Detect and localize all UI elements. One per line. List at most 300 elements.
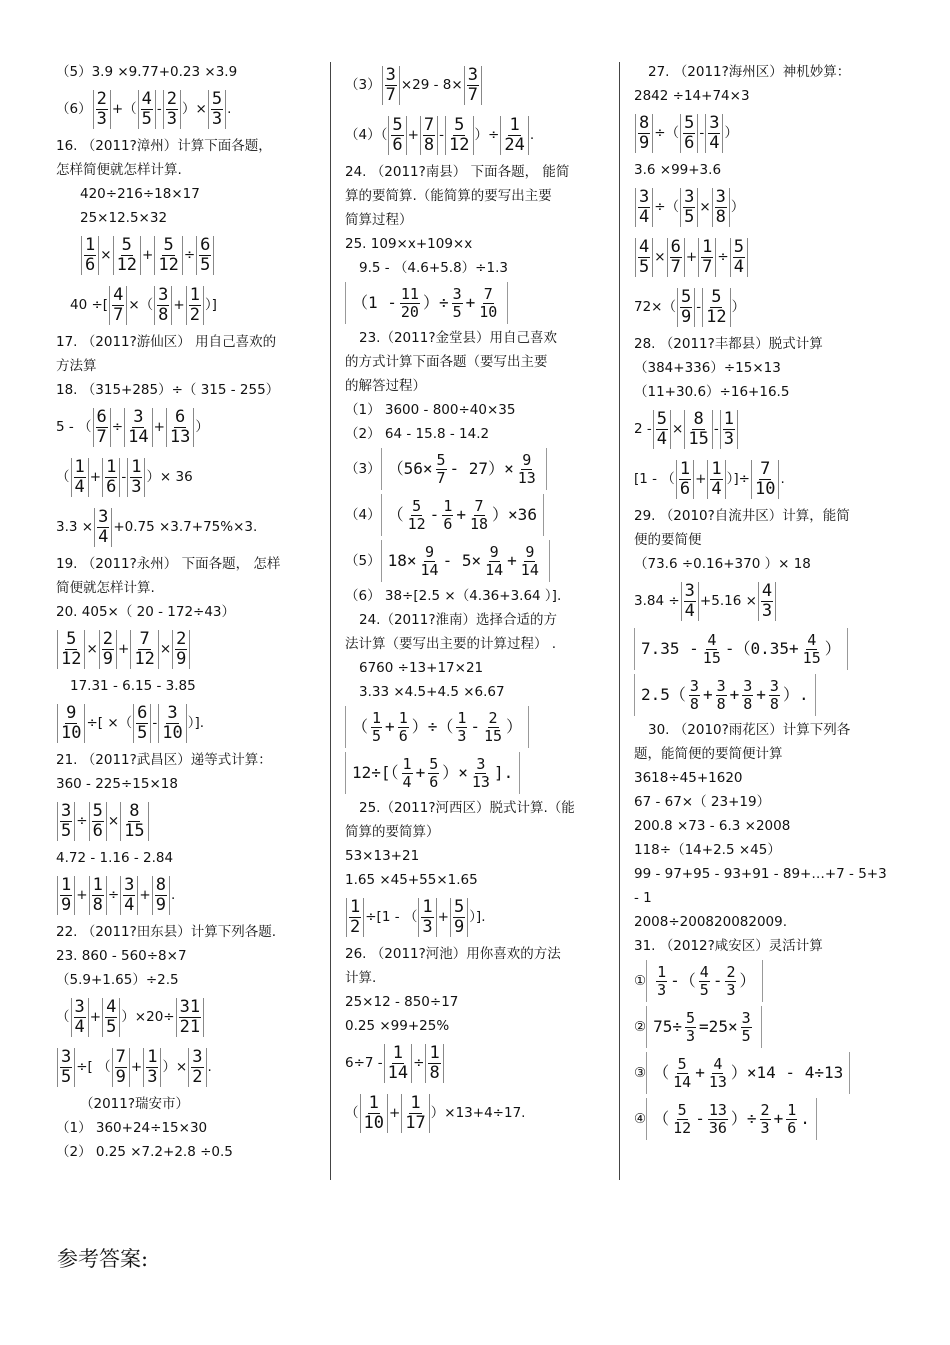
- fraction-numerator: 7: [115, 1046, 126, 1067]
- line-text: （5.9+1.65）÷2.5: [56, 972, 179, 988]
- fraction: [700, 632, 724, 667]
- fraction-numerator: 5: [656, 408, 668, 429]
- expr-text: +: [695, 471, 707, 487]
- fraction-numerator: 1: [429, 1042, 440, 1063]
- fraction-denominator: 9: [639, 132, 650, 153]
- fraction-numerator: 7: [423, 114, 435, 135]
- fraction: [93, 408, 111, 447]
- expr-text: +: [388, 1105, 401, 1121]
- line-text: 25.（2011?河西区）脱式计算.（能: [359, 800, 575, 816]
- fraction: [154, 286, 172, 325]
- fraction-denominator: 3: [726, 980, 736, 999]
- line-text: 简算的要简算）: [345, 824, 440, 840]
- expr-text: =25×: [699, 1017, 738, 1036]
- problem-line: [345, 820, 610, 844]
- expr-text: （1 -: [352, 293, 397, 312]
- fraction-numerator: 3: [639, 186, 650, 207]
- fraction-denominator: 15: [688, 428, 709, 449]
- expr-text: （56×: [387, 459, 433, 478]
- problem-line: [634, 790, 894, 814]
- expr-text: +: [756, 685, 766, 704]
- problem-line: [56, 84, 324, 134]
- fraction-numerator: 3: [743, 676, 753, 695]
- problem-line: [634, 454, 894, 504]
- problem-line: [634, 1050, 894, 1096]
- problem-line: [56, 552, 324, 576]
- problem-line: [634, 232, 894, 282]
- expr-text: +: [407, 127, 419, 143]
- fraction-numerator: 6: [670, 236, 681, 257]
- fraction: [705, 114, 723, 153]
- fraction-denominator: 3: [760, 1118, 770, 1137]
- line-text: （: [56, 469, 70, 485]
- problem-line: [345, 492, 610, 538]
- expr-text: ×: [654, 249, 666, 265]
- fraction-numerator: 5: [454, 114, 465, 135]
- fraction-denominator: 15: [802, 648, 821, 667]
- expr-text: ×: [100, 247, 112, 263]
- problem-line: [634, 504, 894, 528]
- problem-line: [634, 356, 894, 380]
- fraction-numerator: 1: [711, 458, 722, 479]
- fraction: [102, 998, 120, 1037]
- fraction: [723, 964, 738, 999]
- problem-line: [56, 1042, 324, 1092]
- fraction: [481, 710, 505, 745]
- fraction-numerator: 3: [741, 1008, 751, 1027]
- column-right: [634, 60, 894, 1142]
- fraction: [158, 704, 186, 743]
- fraction-denominator: 12: [116, 254, 138, 275]
- problem-line: [56, 158, 324, 182]
- fraction-numerator: 1: [61, 874, 72, 895]
- expr-text: （: [653, 1109, 670, 1128]
- expr-text: +: [89, 1009, 102, 1025]
- fraction-numerator: 4: [761, 580, 773, 601]
- fraction: [784, 1102, 799, 1137]
- fraction-numerator: 5: [412, 496, 422, 515]
- fraction: [720, 410, 738, 449]
- problem-line: [634, 814, 894, 838]
- problem-line: [634, 718, 894, 742]
- fraction-numerator: 5: [92, 800, 103, 821]
- fraction-denominator: 6: [85, 254, 96, 275]
- fraction-numerator: 4: [106, 996, 117, 1017]
- fraction-numerator: 8: [129, 800, 140, 821]
- line-text: 简便就怎样计算.: [56, 580, 155, 596]
- fraction: [396, 710, 411, 745]
- fraction-numerator: 3: [467, 64, 478, 85]
- fraction-denominator: 5: [741, 1026, 751, 1045]
- line-text: 24. （2011?南县） 下面各题， 能简: [345, 164, 570, 180]
- fraction: [388, 116, 406, 155]
- expr-text: ÷（: [654, 125, 680, 141]
- fraction-denominator: 8: [743, 694, 753, 713]
- fraction: [482, 544, 506, 579]
- fraction: [346, 898, 364, 937]
- fraction-denominator: 24: [504, 134, 525, 155]
- fraction: [450, 898, 468, 937]
- fraction-denominator: 4: [639, 206, 650, 227]
- problem-line: [56, 330, 324, 354]
- line-text: 31. （2012?咸安区）灵活计算: [634, 938, 823, 954]
- expr-text: +: [773, 1109, 784, 1128]
- problem-line: [345, 796, 610, 820]
- line-text: 25. 109×x+109×x: [345, 236, 473, 252]
- expr-text: +5.16 ×: [699, 593, 757, 609]
- fraction-denominator: 3: [147, 1066, 158, 1087]
- answer-heading: 参考答案:: [57, 1247, 149, 1271]
- line-text: 简算过程）: [345, 212, 413, 228]
- expr-text: -: [152, 715, 158, 731]
- fraction: [712, 188, 730, 227]
- fraction: [697, 964, 712, 999]
- expr-text: ×（: [128, 297, 154, 313]
- fraction-numerator: 6: [200, 234, 211, 255]
- fraction-denominator: 12: [449, 134, 470, 155]
- expr-text: ）×: [182, 101, 207, 117]
- formula-image: [634, 628, 848, 670]
- fraction-numerator: 5: [677, 1100, 687, 1119]
- fraction-denominator: 10: [363, 1112, 384, 1133]
- fraction-denominator: 6: [398, 726, 408, 745]
- problem-line: [345, 868, 610, 892]
- fraction: [683, 1010, 698, 1045]
- line-text: （384+336）÷15×13: [634, 360, 781, 376]
- problem-line: [56, 576, 324, 600]
- fraction-denominator: 5: [639, 256, 650, 277]
- fraction-numerator: 4: [141, 88, 152, 109]
- fraction: [469, 756, 493, 791]
- fraction-denominator: 4: [74, 1016, 85, 1037]
- fraction: [163, 90, 181, 129]
- fraction-numerator: 7: [139, 628, 150, 649]
- expr-text: +: [695, 1063, 705, 1082]
- fraction: [706, 1056, 730, 1091]
- fraction-numerator: 1: [679, 458, 691, 479]
- problem-line: [56, 1116, 324, 1140]
- fraction-denominator: 36: [708, 1118, 727, 1137]
- fraction-denominator: 8: [769, 694, 779, 713]
- line-text: 25×12 - 850÷17: [345, 994, 459, 1010]
- problem-line: [56, 1092, 324, 1116]
- line-text: 怎样简便就怎样计算.: [56, 162, 182, 178]
- problem-line: [634, 742, 894, 766]
- problem-line: [345, 110, 610, 160]
- line-text: 24.（2011?淮南）选择合适的方: [359, 612, 557, 628]
- line-text: 22. （2011?田东县）计算下列各题.: [56, 924, 277, 940]
- problem-line: [345, 398, 610, 422]
- expr-text: +: [153, 419, 165, 435]
- line-text: 法计算（要写出主要的计算过程） .: [345, 636, 557, 652]
- line-text: 53×13+21: [345, 848, 420, 864]
- fraction-numerator: 3: [452, 284, 462, 303]
- formula-image: [345, 706, 529, 748]
- fraction-numerator: 3: [716, 676, 726, 695]
- fraction-denominator: 15: [124, 820, 145, 841]
- fraction-denominator: 12: [61, 648, 82, 669]
- fraction: [120, 876, 138, 915]
- column-divider-1: [330, 62, 331, 1180]
- fraction: [677, 288, 695, 327]
- fraction-numerator: 5: [684, 112, 695, 133]
- fraction-numerator: 7: [760, 458, 771, 479]
- fraction-denominator: 17: [405, 1112, 426, 1133]
- fraction: [445, 116, 473, 155]
- line-text: 3.6 ×99+3.6: [634, 162, 722, 178]
- expr-text: +: [76, 887, 88, 903]
- fraction: [208, 90, 226, 129]
- line-text: 5 - （: [56, 419, 92, 435]
- line-text: 25×12.5×32: [80, 210, 168, 226]
- fraction-denominator: 13: [708, 1072, 727, 1091]
- fraction: [454, 710, 469, 745]
- problem-line: [56, 944, 324, 968]
- expr-text: ）]÷: [726, 471, 750, 487]
- fraction: [138, 90, 156, 129]
- fraction: [71, 458, 89, 497]
- problem-line: [56, 870, 324, 920]
- problem-line: [56, 452, 324, 502]
- expr-text: ×: [86, 641, 98, 657]
- formula-image: [381, 448, 547, 490]
- fraction-numerator: 4: [113, 284, 124, 305]
- line-text: 方法算: [56, 358, 97, 374]
- fraction: [99, 630, 117, 669]
- expr-text: +: [139, 887, 151, 903]
- expr-text: -: [429, 505, 440, 524]
- expr-text: -: [713, 421, 719, 437]
- problem-line: [345, 966, 610, 990]
- fraction-denominator: 8: [92, 894, 103, 915]
- line-text: （1） 3600 - 800÷40×35: [345, 402, 516, 418]
- fraction: [707, 460, 725, 499]
- fraction: [57, 704, 85, 743]
- problem-line: [345, 942, 610, 966]
- problem-line: [345, 350, 610, 374]
- fraction-numerator: 3: [715, 186, 726, 207]
- fraction-denominator: 2: [350, 916, 361, 937]
- line-text: 的解答过程）: [345, 378, 426, 394]
- line-text: - 1: [634, 890, 652, 906]
- line-text: 19. （2011?永州） 下面各题， 怎样: [56, 556, 281, 572]
- expr-text: 12÷[（: [352, 763, 399, 782]
- fraction-denominator: 9: [176, 648, 187, 669]
- fraction-denominator: 14: [485, 560, 504, 579]
- fraction-numerator: 1: [74, 456, 85, 477]
- fraction-denominator: 6: [443, 514, 453, 533]
- fraction-denominator: 5: [684, 206, 695, 227]
- fraction: [154, 236, 182, 275]
- fraction: [714, 678, 729, 713]
- fraction: [751, 460, 779, 499]
- fraction-numerator: 9: [525, 542, 535, 561]
- fraction-numerator: 13: [708, 1100, 727, 1119]
- fraction-denominator: 3: [761, 600, 773, 621]
- fraction-numerator: 2: [488, 708, 498, 727]
- line-text: 9.5 - （4.6+5.8）÷1.3: [359, 260, 508, 276]
- fraction-numerator: 5: [436, 450, 446, 469]
- expr-text: （: [653, 1063, 670, 1082]
- fraction-denominator: 8: [158, 304, 169, 325]
- expr-text: .: [207, 1059, 212, 1075]
- fraction-denominator: 4: [98, 526, 109, 547]
- fraction: [680, 188, 698, 227]
- line-text: 3618÷45+1620: [634, 770, 743, 786]
- line-text: 1.65 ×45+55×1.65: [345, 872, 478, 888]
- fraction-numerator: 3: [684, 186, 695, 207]
- fraction: [172, 630, 190, 669]
- expr-text: +: [89, 469, 102, 485]
- expr-text: ）×: [442, 763, 468, 782]
- fraction-numerator: 1: [92, 874, 103, 895]
- line-text: 17. （2011?游仙区） 用自己喜欢的: [56, 334, 277, 350]
- column-left: [56, 60, 324, 1164]
- problem-line: [56, 992, 324, 1042]
- problem-line: [345, 422, 610, 446]
- line-text: 3.84 ÷: [634, 593, 680, 609]
- expr-text: ÷: [183, 247, 196, 263]
- fraction: [500, 116, 528, 155]
- fraction-denominator: 6: [106, 476, 117, 497]
- problem-line: [634, 862, 894, 886]
- fraction-denominator: 14: [387, 1062, 409, 1083]
- expr-text: -: [470, 717, 481, 736]
- fraction-numerator: 3: [133, 406, 144, 427]
- fraction-numerator: 4: [713, 1054, 723, 1073]
- fraction-denominator: 12: [407, 514, 426, 533]
- fraction-numerator: 2: [726, 962, 736, 981]
- fraction-denominator: 4: [709, 132, 720, 153]
- expr-text: ）: [739, 971, 756, 990]
- fraction: [188, 1048, 206, 1087]
- expr-text: ×: [699, 199, 711, 215]
- fraction-denominator: 4: [711, 478, 722, 499]
- fraction-denominator: 10: [61, 722, 82, 743]
- line-text: 23.（2011?金堂县）用自己喜欢: [359, 330, 557, 346]
- fraction: [152, 876, 170, 915]
- line-text: （4）: [345, 507, 381, 523]
- line-text: （5）3.9 ×9.77+0.23 ×3.9: [56, 64, 238, 80]
- fraction-numerator: 1: [422, 896, 433, 917]
- problem-line: [634, 958, 894, 1004]
- problem-line: [56, 182, 324, 206]
- line-text: （: [345, 1105, 359, 1121]
- line-text: 的方式计算下面各题（要写出主要: [345, 354, 548, 370]
- problem-line: [345, 326, 610, 350]
- line-text: （5）: [345, 553, 381, 569]
- formula-image: [634, 674, 816, 716]
- fraction-numerator: 9: [522, 450, 532, 469]
- expr-text: -: [699, 125, 705, 141]
- formula-image: [646, 960, 762, 1002]
- fraction-numerator: 31: [179, 996, 201, 1017]
- expr-text: +: [415, 763, 426, 782]
- fraction: [360, 1094, 388, 1133]
- line-text: ③: [634, 1065, 647, 1081]
- fraction-denominator: 9: [681, 306, 692, 327]
- problem-line: [634, 886, 894, 910]
- fraction-denominator: 10: [754, 478, 776, 499]
- expr-text: ÷: [76, 813, 88, 829]
- fraction-denominator: 3: [166, 108, 178, 129]
- expr-text: ）: [195, 419, 209, 435]
- fraction: [635, 238, 653, 277]
- line-text: 23. 860 - 560÷8×7: [56, 948, 187, 964]
- expr-text: +: [729, 685, 740, 704]
- fraction: [109, 286, 127, 325]
- fraction-numerator: 1: [410, 1092, 421, 1113]
- fraction: [758, 582, 776, 621]
- fraction-numerator: 1: [85, 234, 96, 255]
- fraction-numerator: 1: [509, 114, 520, 135]
- expr-text: ×: [107, 813, 120, 829]
- line-text: 20. 405×（ 20 - 172÷43）: [56, 604, 236, 620]
- fraction-denominator: 6: [429, 772, 439, 791]
- fraction: [702, 288, 730, 327]
- line-text: （3）: [345, 77, 381, 93]
- line-text: （4）（: [345, 127, 388, 143]
- expr-text: ）÷: [422, 293, 449, 312]
- fraction: [398, 286, 422, 321]
- problem-line: [56, 378, 324, 402]
- fraction-denominator: 5: [200, 254, 211, 275]
- expr-text: ÷: [413, 1055, 425, 1071]
- fraction-denominator: 15: [484, 726, 503, 745]
- fraction-numerator: 2: [166, 88, 178, 109]
- fraction: [467, 498, 491, 533]
- expr-text: ）÷: [474, 127, 500, 143]
- formula-image: [345, 282, 508, 324]
- line-text: 21. （2011?武昌区）递等式计算：: [56, 752, 272, 768]
- expr-text: ×: [672, 421, 684, 437]
- line-text: 118÷（14+2.5 ×45）: [634, 842, 781, 858]
- fraction: [739, 1010, 754, 1045]
- line-text: 27. （2011?海州区）神机妙算：: [648, 64, 851, 80]
- expr-text: +: [130, 1059, 143, 1075]
- problem-line: [345, 584, 610, 608]
- fraction: [515, 452, 539, 487]
- problem-line: [345, 892, 610, 942]
- expr-text: .: [529, 127, 535, 143]
- fraction: [176, 998, 204, 1037]
- expr-text: ）× 36: [146, 469, 193, 485]
- line-text: （2） 0.25 ×7.2+2.8 ÷0.5: [56, 1144, 233, 1160]
- fraction-numerator: 4: [699, 962, 709, 981]
- line-text: 算的要简算.（能简算的要写出主要: [345, 188, 552, 204]
- fraction-denominator: 4: [733, 256, 744, 277]
- fraction: [57, 876, 75, 915]
- expr-text: -: [695, 1109, 705, 1128]
- fraction: [687, 678, 702, 713]
- fraction-denominator: 3: [657, 980, 667, 999]
- fraction-denominator: 12: [158, 254, 179, 275]
- line-text: 3.3 ×: [56, 519, 94, 535]
- fraction: [670, 1056, 694, 1091]
- fraction-numerator: 5: [163, 234, 174, 255]
- fraction-numerator: 3: [709, 112, 720, 133]
- expr-text: +: [685, 249, 698, 265]
- line-text: [1 - （: [634, 471, 675, 487]
- expr-text: ÷: [111, 419, 124, 435]
- line-text: 28. （2011?丰都县）脱式计算: [634, 336, 823, 352]
- fraction: [676, 460, 694, 499]
- fraction-denominator: 6: [392, 134, 403, 155]
- line-text: 18. （315+285）÷（ 315 - 255）: [56, 382, 280, 398]
- fraction: [369, 710, 384, 745]
- problem-line: [345, 844, 610, 868]
- fraction: [382, 66, 400, 105]
